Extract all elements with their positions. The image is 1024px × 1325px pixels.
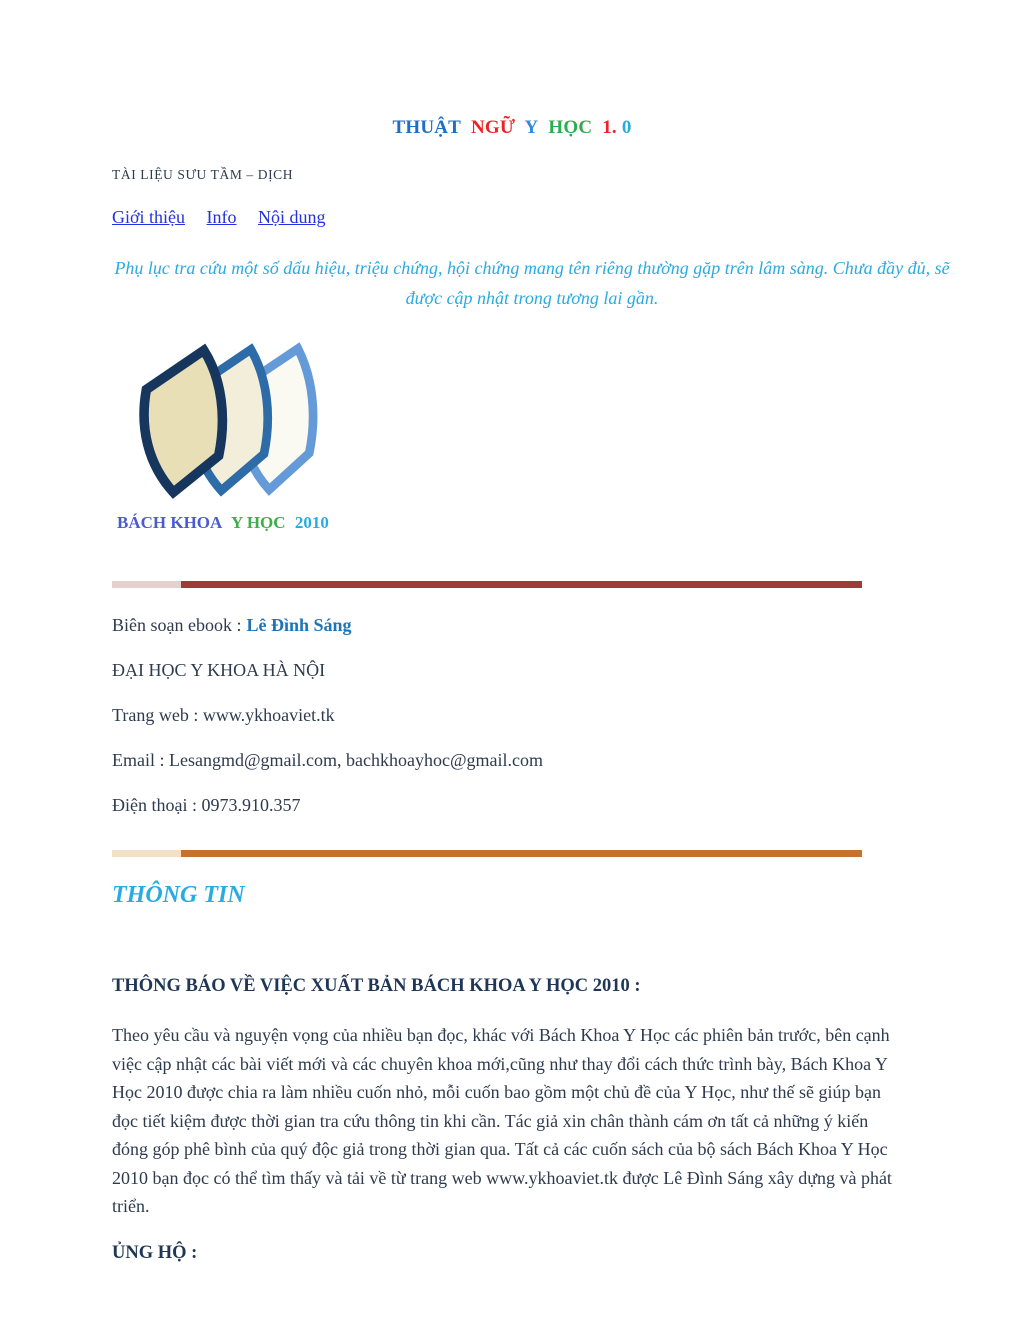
divider-orange-dark-segment [181, 850, 862, 857]
page-title [0, 116, 1024, 140]
editor-name: Lê Đình Sáng [246, 615, 352, 635]
divider-red [112, 581, 862, 588]
document-nav [112, 205, 862, 229]
divider-red-light-segment [112, 581, 181, 588]
announcement-heading: THÔNG BÁO VỀ VIỆC XUẤT BẢN BÁCH KHOA Y HỌC 2010 : [112, 976, 641, 996]
university-line: ĐẠI HỌC Y KHOA HÀ NỘI [112, 660, 326, 680]
logo-caption-y-hoc: Y HỌC [230, 513, 286, 532]
title-part-version-major: 1. [602, 117, 617, 138]
tagline-text: Phụ lục tra cứu một số dấu hiệu, triệu chứng, hội chứng mang tên riêng thường gặp trên lâm sàng. Chưa đầy đủ, sẽ được cập nhật trong tương lai gần. [114, 258, 950, 308]
divider-orange [112, 850, 862, 857]
logo-caption-bach-khoa: BÁCH KHOA [117, 513, 223, 532]
title-part-thuat: THUẬT [392, 117, 462, 138]
editor-label: Biên soạn ebook : [112, 615, 242, 635]
divider-red-dark-segment [181, 581, 862, 588]
nav-link-noi-dung[interactable]: Nội dung [258, 207, 326, 227]
logo-caption [117, 512, 329, 533]
website-line: Trang web : www.ykhoaviet.tk [112, 705, 335, 725]
phone-line: Điện thoại : 0973.910.357 [112, 795, 301, 815]
title-part-hoc: HỌC [548, 117, 593, 138]
three-books-icon [134, 339, 319, 501]
support-heading: ỦNG HỘ : [112, 1242, 198, 1263]
nav-link-gioi-thieu[interactable]: Giới thiệu [112, 207, 186, 227]
contact-block [112, 615, 862, 816]
logo-block [117, 339, 329, 533]
title-part-version-minor: 0 [621, 117, 632, 138]
title-part-y: Y [524, 117, 539, 138]
divider-orange-light-segment [112, 850, 181, 857]
announcement-body: Theo yêu cầu và nguyện vọng của nhiều bạn đọc, khác với Bách Khoa Y Học các phiên bản trước, bên cạnh việc cập nhật các bài viết mới và các chuyên khoa mới,cũng như thay đổi cách thức trình bày, Bách Khoa Y Học 2010 được chia ra làm nhiều cuốn nhỏ, mỗi cuốn bao gồm một chủ đề của Y Học, như thế sẽ giúp bạn đọc tiết kiệm được thời gian tra cứu thông tin khi cần. Tác giả xin chân thành cám ơn tất cả những ý kiến đóng góp phê bình của quý độc giả trong thời gian qua. Tất cả các cuốn sách của bộ sách Bách Khoa Y Học 2010 bạn đọc có thể tìm thấy và tải về từ trang web www.ykhoaviet.tk được Lê Đình Sáng xây dựng và phát triển. [112, 1025, 892, 1216]
logo-caption-2010: 2010 [294, 513, 329, 532]
nav-link-info[interactable]: Info [206, 207, 237, 227]
info-section-heading: THÔNG TIN [112, 882, 245, 908]
document-subtitle: TÀI LIỆU SƯU TẦM – DỊCH [112, 167, 294, 182]
title-part-ngu: NGỮ [471, 117, 516, 138]
editor-line [112, 615, 862, 636]
email-line: Email : Lesangmd@gmail.com, bachkhoayhoc@gmail.com [112, 750, 544, 770]
